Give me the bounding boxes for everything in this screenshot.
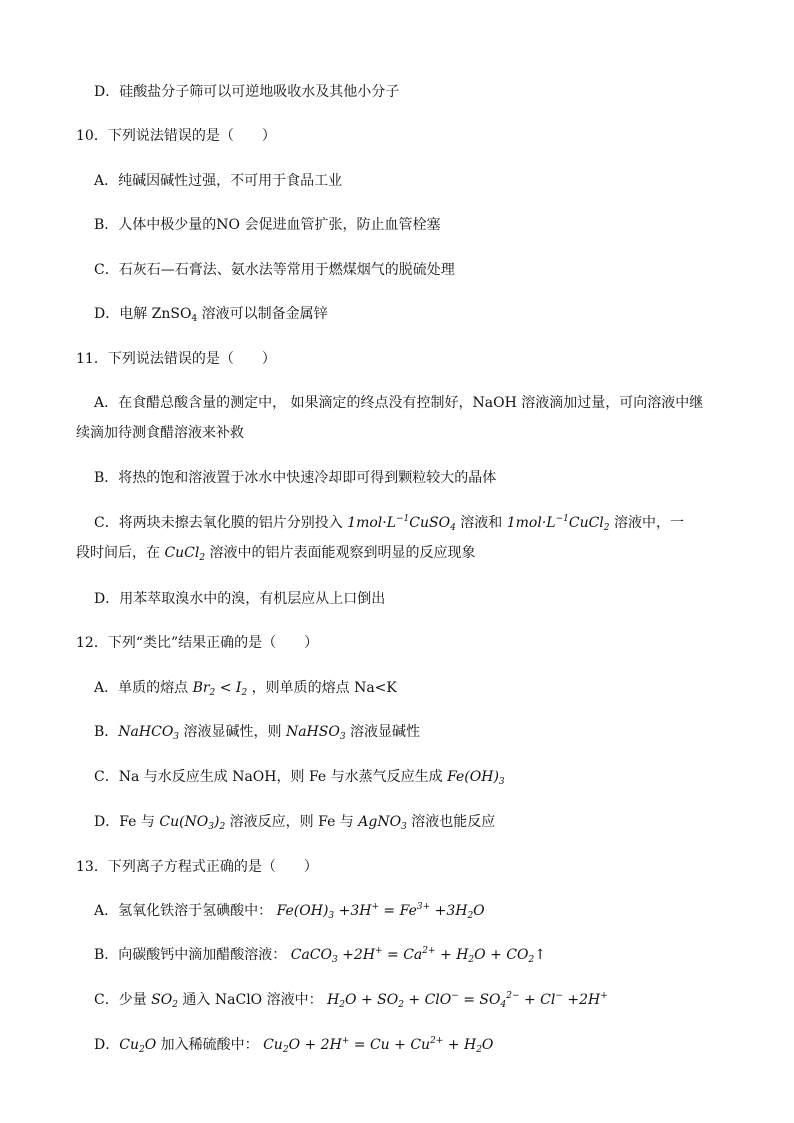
question-13-stem: 13．下列离子方程式正确的是（ ） xyxy=(76,859,318,875)
option-11a-continued: 续滴加待测食醋溶液来补救 xyxy=(76,425,244,441)
option-10c: C．石灰石—石膏法、氨水法等常用于燃煤烟气的脱硫处理 xyxy=(94,262,455,278)
option-10b: B．人体中极少量的NO 会促进血管扩张，防止血管栓塞 xyxy=(94,217,441,233)
question-12-stem: 12．下列“类比”结果正确的是（ ） xyxy=(76,635,319,651)
option-12b: B．NaHCO$_3$ 溶液显碱性，则 NaHSO$_3$ 溶液显碱性 xyxy=(94,724,420,742)
option-13a: A．氢氧化铁溶于氢碘酸中： $Fe(OH)_3 +3H^+ = Fe^{3+} +3H_2O$ xyxy=(94,902,485,921)
option-13c: C．少量 $SO_2$ 通入 NaClO 溶液中： $H_2O + SO_2 + ClO^- = SO_4^{2-} + Cl^- +2H^+$ xyxy=(94,991,608,1010)
option-11c-continued: 段时间后，在 CuCl$_2$ 溶液中的铝片表面能观察到明显的反应现象 xyxy=(76,545,476,563)
question-11-stem: 11．下列说法错误的是（ ） xyxy=(76,351,276,367)
option-11d: D．用苯萃取溴水中的溴，有机层应从上口倒出 xyxy=(94,591,386,607)
option-9d: D．硅酸盐分子筛可以可逆地吸收水及其他小分子 xyxy=(94,84,400,100)
option-12d: D．Fe 与 $Cu(NO_3)_2$ 溶液反应，则 Fe 与 AgNO$_3$ 溶液也能反应 xyxy=(94,814,496,832)
option-13d: D．$Cu_2O$ 加入稀硫酸中： $Cu_2O + 2H^+ = Cu + Cu^{2+} + H_2O$ xyxy=(94,1036,494,1055)
option-11a: A．在食醋总酸含量的测定中， 如果滴定的终点没有控制好，NaOH 溶液滴加过量，可向溶液中继 xyxy=(94,395,704,411)
option-11c: C．将两块未擦去氧化膜的铝片分别投入 $1mol\cdot L^{-1}CuSO_4$ 溶液和 $1mol\cdot L^{-1}CuCl_2$ 溶液中，一 xyxy=(94,514,684,533)
option-13b: B．向碳酸钙中滴加醋酸溶液： CaCO$_3$ $+2H^+ = Ca^{2+} + H_2O$ + $CO_2↑$ xyxy=(94,946,546,965)
option-11b: B．将热的饱和溶液置于冰水中快速冷却即可得到颗粒较大的晶体 xyxy=(94,470,497,486)
question-10-stem: 10．下列说法错误的是（ ） xyxy=(76,128,276,144)
option-10a: A．纯碱因碱性过强，不可用于食品工业 xyxy=(94,173,343,189)
option-12a: A．单质的熔点 $Br_2 < I_2$ ，则单质的熔点 Na<K xyxy=(94,680,397,698)
option-12c: C．Na 与水反应生成 NaOH，则 Fe 与水蒸气反应生成 $Fe(OH)_3$ xyxy=(94,769,505,787)
option-10d: D．电解 ZnSO$_4$ 溶液可以制备金属锌 xyxy=(94,306,328,324)
